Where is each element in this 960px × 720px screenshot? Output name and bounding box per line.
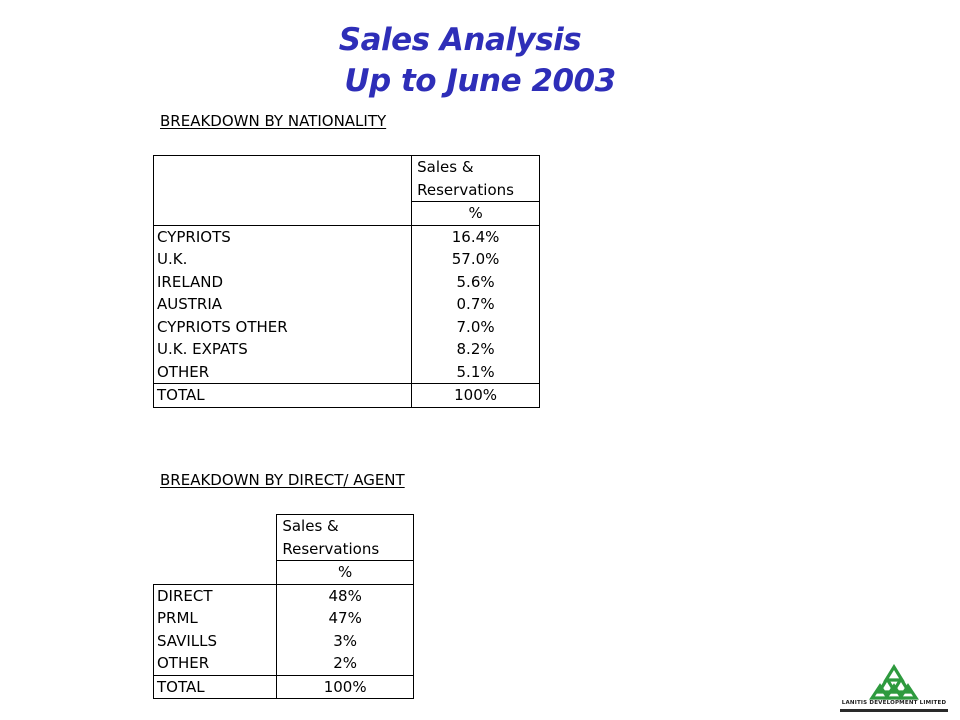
row-label: CYPRIOTS OTHER	[154, 316, 412, 339]
table-row	[154, 584, 414, 607]
row-value: 57.0%	[412, 248, 540, 271]
table-row	[154, 293, 540, 316]
agent-heading: BREAKDOWN BY DIRECT/ AGENT	[160, 471, 405, 489]
page-title: Sales Analysis	[338, 22, 582, 58]
table-row	[154, 316, 540, 339]
row-label: U.K.	[154, 248, 412, 271]
column-header: Sales &	[277, 515, 414, 538]
table-row	[154, 630, 414, 653]
logo-tagline-bar	[840, 709, 948, 712]
total-value: 100%	[277, 675, 414, 699]
table-row	[154, 225, 540, 248]
column-unit: %	[412, 202, 540, 226]
nationality-table	[153, 155, 540, 408]
column-header: Sales &	[412, 156, 540, 179]
row-value: 7.0%	[412, 316, 540, 339]
row-label: PRML	[154, 607, 277, 630]
row-value: 47%	[277, 607, 414, 630]
row-value: 5.1%	[412, 361, 540, 384]
total-row	[154, 675, 414, 699]
total-value: 100%	[412, 384, 540, 408]
table-row	[154, 652, 414, 675]
column-header: Reservations	[412, 179, 540, 202]
row-value: 8.2%	[412, 338, 540, 361]
table-row	[154, 338, 540, 361]
total-label: TOTAL	[154, 675, 277, 699]
column-header: Reservations	[277, 538, 414, 561]
row-label: IRELAND	[154, 271, 412, 294]
row-label: U.K. EXPATS	[154, 338, 412, 361]
table-row	[154, 271, 540, 294]
company-logo	[836, 664, 952, 716]
nationality-heading: BREAKDOWN BY NATIONALITY	[160, 112, 387, 130]
row-label: OTHER	[154, 361, 412, 384]
row-value: 2%	[277, 652, 414, 675]
row-label: SAVILLS	[154, 630, 277, 653]
total-row	[154, 384, 540, 408]
row-value: 5.6%	[412, 271, 540, 294]
table-row	[154, 607, 414, 630]
total-label: TOTAL	[154, 384, 412, 408]
row-value: 48%	[277, 584, 414, 607]
empty-header-cell	[154, 156, 412, 179]
triangles-logo-icon	[836, 664, 952, 700]
logo-text: LANITIS DEVELOPMENT LIMITED	[841, 700, 947, 706]
row-label: CYPRIOTS	[154, 225, 412, 248]
row-value: 3%	[277, 630, 414, 653]
row-value: 16.4%	[412, 225, 540, 248]
row-label: DIRECT	[154, 584, 277, 607]
row-value: 0.7%	[412, 293, 540, 316]
table-row	[154, 248, 540, 271]
page-subtitle: Up to June 2003	[344, 63, 616, 99]
row-label: OTHER	[154, 652, 277, 675]
agent-table	[153, 514, 414, 699]
table-row	[154, 361, 540, 384]
row-label: AUSTRIA	[154, 293, 412, 316]
column-unit: %	[277, 561, 414, 585]
